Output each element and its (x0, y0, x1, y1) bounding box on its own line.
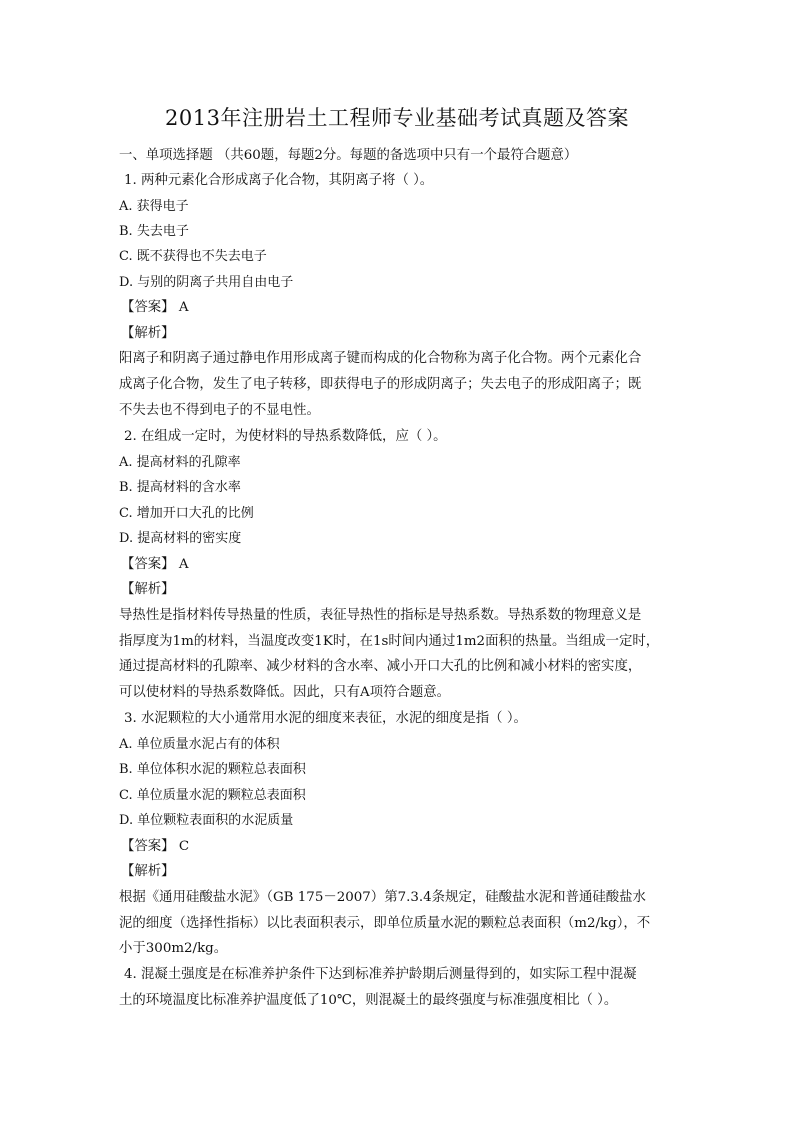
document-title: 2013年注册岩土工程师专业基础考试真题及答案 (165, 106, 629, 130)
question-2-analysis-line: 指厚度为1m的材料，当温度改变1K时，在1s时间内通过1m2面积的热量。当组成一定时， (119, 634, 660, 649)
question-3-option-c: C. 单位质量水泥的颗粒总表面积 (119, 788, 306, 803)
question-2-analysis-label: 【解析】 (121, 582, 175, 597)
question-2-option-a: A. 提高材料的孔隙率 (119, 455, 241, 470)
question-2-answer: 【答案】 A (121, 557, 189, 572)
question-1-option-a: A. 获得电子 (119, 199, 189, 214)
question-1-answer: 【答案】 A (121, 300, 189, 315)
question-3-analysis-line: 根据《通用硅酸盐水泥》（GB 175－2007）第7.3.4条规定，硅酸盐水泥和普通硅酸盐水 (119, 890, 646, 905)
question-1-analysis-label: 【解析】 (121, 326, 175, 341)
question-2-analysis-line: 导热性是指材料传导热量的性质，表征导热性的指标是导热系数。导热系数的物理意义是 (119, 608, 642, 623)
question-4-stem: 4. 混凝土强度是在标准养护条件下达到标准养护龄期后测量得到的，如实际工程中混凝 (124, 967, 637, 982)
question-3-analysis-line: 小于300m2/kg。 (119, 941, 228, 956)
question-3-answer: 【答案】 C (121, 839, 190, 854)
section-heading: 一、单项选择题 （共60题，每题2分。每题的备选项中只有一个最符合题意） (119, 148, 578, 163)
question-2-stem: 2. 在组成一定时，为使材料的导热系数降低，应（ ）。 (124, 429, 447, 444)
question-1-analysis-line: 不失去也不得到电子的不显电性。 (119, 403, 320, 418)
question-1-analysis-line: 阳离子和阴离子通过静电作用形成离子键而构成的化合物称为离子化合物。两个元素化合 (119, 351, 642, 366)
question-3-option-a: A. 单位质量水泥占有的体积 (119, 737, 280, 752)
question-2-analysis-line: 可以使材料的导热系数降低。因此，只有A项符合题意。 (119, 685, 451, 700)
question-3-analysis-label: 【解析】 (121, 864, 175, 879)
question-3-analysis-line: 泥的细度（选择性指标）以比表面积表示，即单位质量水泥的颗粒总表面积（m2/kg），不 (119, 916, 651, 931)
question-1-option-d: D. 与别的阴离子共用自由电子 (119, 275, 294, 290)
question-1-stem: 1. 两种元素化合形成离子化合物，其阴离子将（ ）。 (124, 173, 434, 188)
question-2-option-b: B. 提高材料的含水率 (119, 480, 241, 495)
question-3-stem: 3. 水泥颗粒的大小通常用水泥的细度来表征，水泥的细度是指（ ）。 (124, 711, 527, 726)
question-2-analysis-line: 通过提高材料的孔隙率、减少材料的含水率、减小开口大孔的比例和减小材料的密实度， (119, 659, 642, 674)
question-2-option-c: C. 增加开口大孔的比例 (119, 506, 254, 521)
question-1-option-c: C. 既不获得也不失去电子 (119, 249, 267, 264)
question-1-analysis-line: 成离子化合物，发生了电子转移，即获得电子的形成阴离子；失去电子的形成阳离子；既 (119, 377, 642, 392)
question-4-stem: 土的环境温度比标准养护温度低了10℃，则混凝土的最终强度与标准强度相比（ ）。 (119, 993, 618, 1008)
question-1-option-b: B. 失去电子 (119, 224, 189, 239)
question-3-option-b: B. 单位体积水泥的颗粒总表面积 (119, 762, 306, 777)
question-3-option-d: D. 单位颗粒表面积的水泥质量 (119, 813, 294, 828)
question-2-option-d: D. 提高材料的密实度 (119, 531, 242, 546)
